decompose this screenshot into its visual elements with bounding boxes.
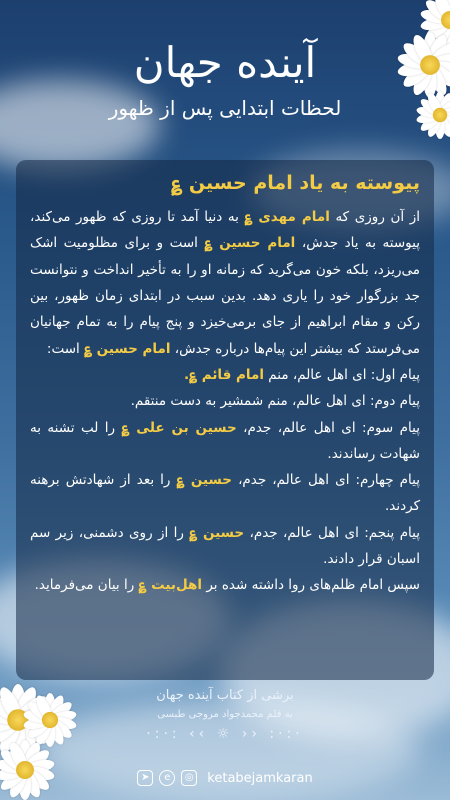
highlight-name: حسین ؏	[189, 524, 245, 541]
text-run: پیام اول: ای اهل عالم، منم	[263, 366, 420, 383]
eitaa-icon[interactable]: e	[159, 770, 175, 786]
telegram-icon[interactable]: ➤	[137, 770, 153, 786]
message-4	[30, 467, 420, 520]
message-1	[30, 362, 420, 388]
text-run: سپس امام ظلم‌های روا داشته شده بر	[202, 577, 420, 594]
message-2: پیام دوم: ای اهل عالم، منم شمشیر به دست منتقم.	[130, 393, 420, 410]
book-author: به قلم محمدجواد مروجی طبسی	[157, 709, 293, 720]
book-source: برشی از کتاب آینده جهان	[156, 688, 294, 703]
social-handle[interactable]: ketabejamkaran	[207, 770, 313, 786]
text-run: را از روی دشمنی، زیر سم اسبان قرار دادند.	[30, 524, 420, 568]
text-run: پیام چهارم: ای اهل عالم، جدم،	[232, 472, 420, 489]
article-title: پیوسته به یاد امام حسین ؏	[171, 172, 420, 194]
highlight-name: اهل‌بیت ؏	[138, 577, 203, 594]
text-run: پیام سوم: ای اهل عالم، جدم،	[236, 419, 420, 436]
message-3	[30, 415, 420, 468]
text-run: پیام پنجم: ای اهل عالم، جدم،	[244, 524, 420, 541]
text-run: است:	[46, 340, 85, 357]
highlight-name: حسین بن علی ؏	[121, 419, 237, 436]
sun-ornament: ·:·: ‹‹ ☼ ›› :·:·	[146, 726, 304, 742]
highlight-name: امام مهدی ؏	[244, 209, 330, 225]
text-run: را بعد از شهادتش برهنه کردند.	[30, 472, 420, 515]
social-bar	[0, 770, 450, 786]
text-run: است و برای مظلومیت اشک می‌ریزد، بلکه خون می‌گرید که زمانه او را به تأخیر انداخت و نتوانست جد بزرگوار خود را یاری دهد. بدین سبب در ابتدای زمان ظهور، بین رکن و مقام ابراهیم از جای برمی‌خیزد و پنج پیام را به تمام جهانیان می‌فرستد که بیشتر این پیام‌ها درباره جدش،	[30, 235, 420, 357]
subtitle: لحظات ابتدایی پس از ظهور	[108, 96, 342, 121]
text-run: به دنیا آمد تا روزی که ظهور می‌کند، پیوسته به یاد جدش،	[30, 209, 420, 252]
text-run: از آن روزی که	[329, 209, 421, 225]
message-5	[30, 520, 420, 573]
highlight-name: امام حسین ؏	[204, 235, 296, 252]
footer-note	[0, 688, 450, 742]
text-run: را بیان می‌فرماید.	[34, 577, 139, 594]
highlight-name: امام قائم ؏.	[184, 366, 264, 383]
paragraph-1	[30, 209, 420, 357]
highlight-name: امام حسین ؏	[84, 340, 171, 357]
article-body	[30, 204, 420, 599]
text-run: را لب تشنه به شهادت رساندند.	[30, 419, 420, 462]
logo-text: آینده جهان	[133, 38, 317, 87]
header	[0, 40, 450, 120]
article-panel	[16, 160, 434, 680]
closing-line	[30, 572, 420, 598]
highlight-name: حسین ؏	[176, 472, 232, 489]
instagram-icon[interactable]: ◎	[181, 770, 197, 786]
